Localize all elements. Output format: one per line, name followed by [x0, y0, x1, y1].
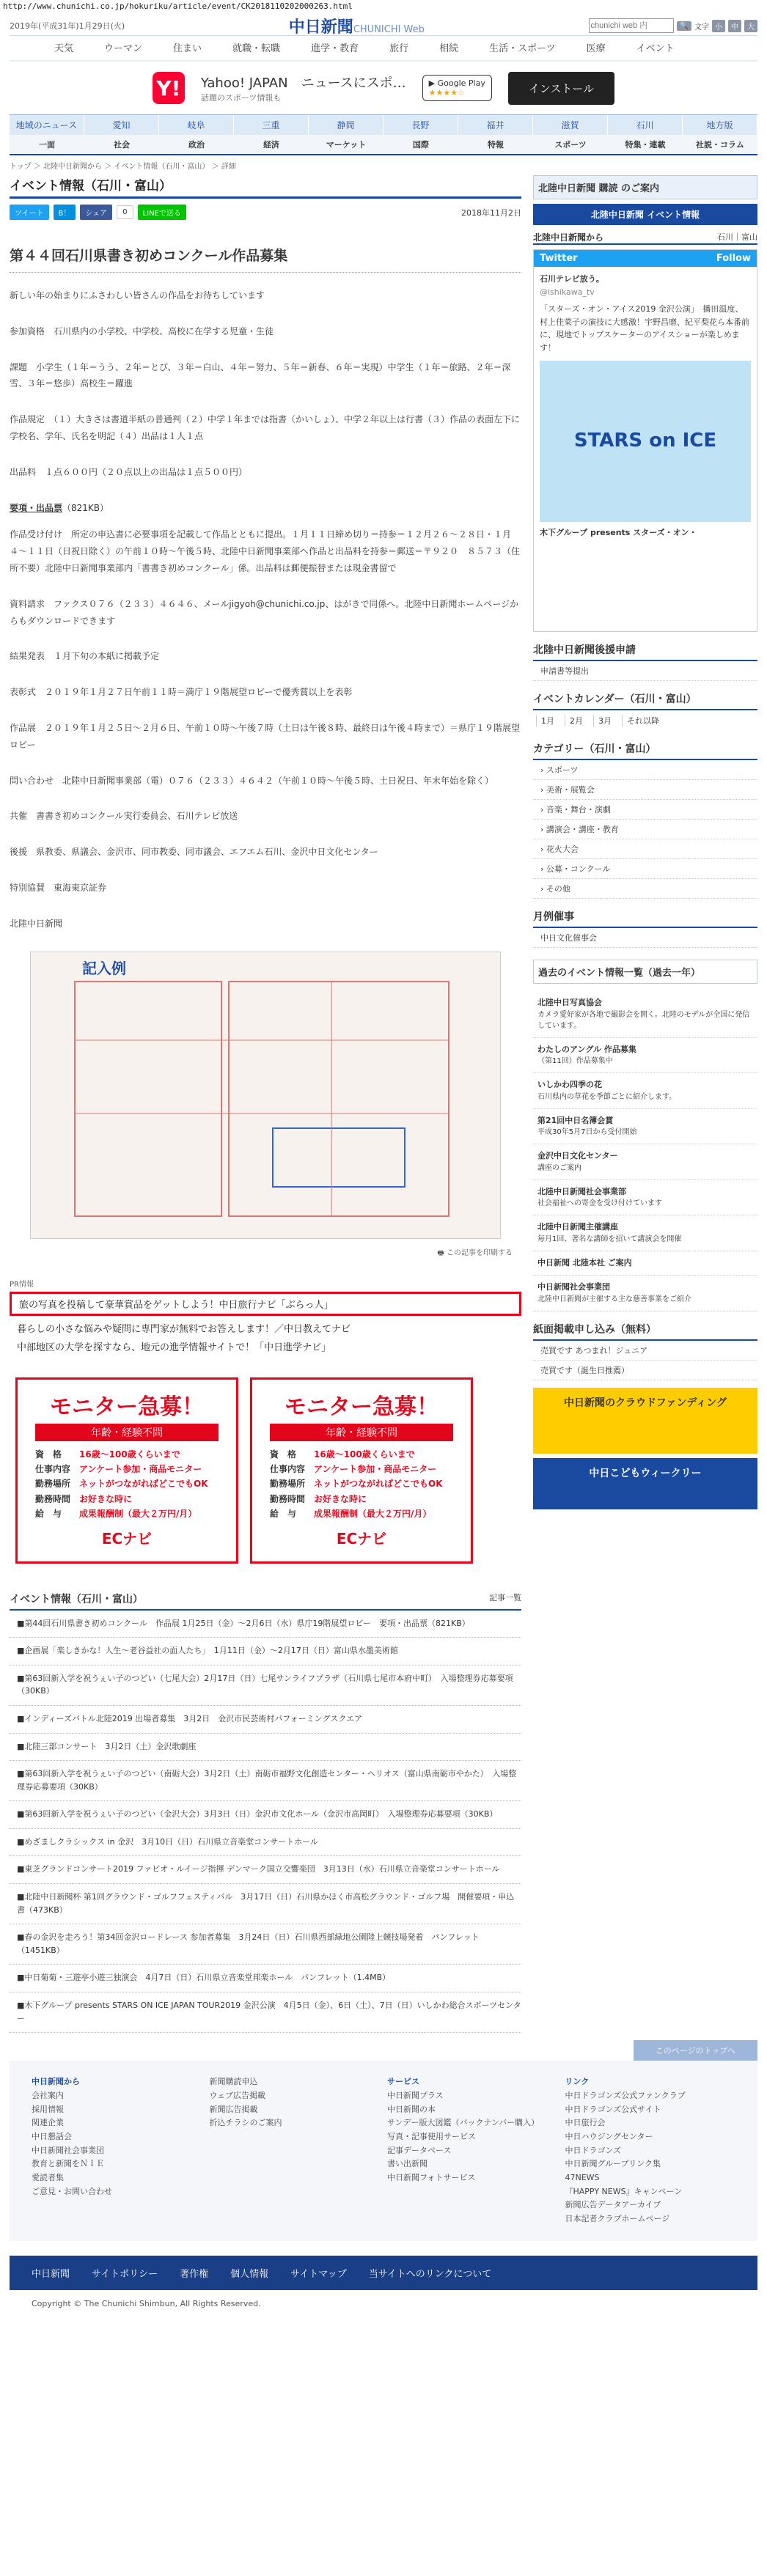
event-item[interactable]: ■第63回新入学を祝うぇい子のつどい（金沢大会）3月3日（日）金沢市文化ホール（金沢市高岡町） 入場整理券応募要項（30KB）: [10, 1801, 521, 1829]
category-nav-item[interactable]: 一面: [39, 140, 55, 150]
body-para: 作品受け付け 所定の申込書に必要事項を記載して作品とともに提出。１月１１日締め切り＝持参＝１２月２６〜２８日・１月４〜１１日（日祝日除く）の午前１０時〜午後５時、北陸中日新聞事業部へ作品と出品料を持参＝郵送＝〒９２０ ８５７３（住所不要）北陸中日新聞事業部内「書書き初めコンクール」係。出品料は郵便振替または現金書留で: [10, 529, 521, 573]
article-date: 2018年11月2日: [461, 207, 521, 218]
footer-link[interactable]: 新聞購読申込: [209, 2077, 258, 2087]
footer-link[interactable]: サンデー版大図鑑（バックナンバー購入）: [387, 2118, 540, 2128]
nav-item[interactable]: 進学・教育: [311, 43, 359, 54]
footer-link[interactable]: 愛読者集: [32, 2173, 64, 2183]
footer-link[interactable]: 中日新聞フォトサービス: [387, 2173, 476, 2183]
print-link-label: この記事を印刷する: [447, 1248, 513, 1257]
monitor-title: モニター急募！: [50, 1394, 204, 1420]
footer-link[interactable]: 中日ドラゴンズ公式サイト: [565, 2104, 661, 2114]
monitor-key: 資 格: [270, 1449, 297, 1460]
body-para: 課題 小学生（１年＝うう、２年＝とび、３年＝白山、４年＝努力、５年＝新春、６年＝実現）中学生（１年＝旅路、２年＝深雪、３年＝悠歩）高校生＝躍進: [10, 361, 511, 389]
monitor-row: [35, 1476, 219, 1491]
monitor-value: お好きな時に: [314, 1493, 367, 1504]
region-nav: [10, 114, 757, 135]
category-link[interactable]: › 音楽・舞台・演劇: [533, 800, 757, 820]
ecnavi-logo: ECナビ: [101, 1530, 153, 1548]
pr-item[interactable]: 中部地区の大学を探すなら、地元の進学情報サイトで！「中日進学ナビ」: [17, 1342, 331, 1353]
print-link[interactable]: 🖶 この記事を印刷する: [437, 1248, 513, 1257]
transfer-form-drawing: [31, 952, 500, 1238]
monitor-ad[interactable]: [250, 1377, 473, 1564]
news-desc: 平成30年5月7日から受付開始: [537, 1128, 637, 1136]
news-item[interactable]: [533, 1215, 757, 1251]
event-item[interactable]: ■めざましクラシックス in 金沢 3月10日（日）石川県立音楽堂コンサートホール: [10, 1829, 521, 1857]
logo-text: 中日新聞: [288, 17, 353, 37]
news-title: 中日新聞社会事業団: [537, 1282, 610, 1292]
service-nav: [10, 36, 757, 62]
install-button[interactable]: インストール: [508, 72, 614, 105]
tab-ishikawa[interactable]: 石川: [717, 232, 733, 242]
news-desc: （第11回）作品募集中: [537, 1057, 613, 1065]
footer-link[interactable]: 新聞広告掲載: [209, 2104, 258, 2114]
footer-link[interactable]: 中日ドラゴンズ公式ファンクラブ: [565, 2090, 686, 2100]
event-item[interactable]: ■企画展「楽しきかな！人生〜老谷益社の面人たち」 1月11日（金）〜2月17日（日）富山県水墨美術館: [10, 1638, 521, 1666]
category-nav-item[interactable]: 経済: [263, 140, 279, 150]
month-link[interactable]: それ以降: [622, 715, 664, 726]
news-item[interactable]: [533, 1180, 757, 1216]
rating-stars-icon: ★★★★☆: [428, 88, 465, 97]
monitor-value: 16歳〜100歳くらいまで: [314, 1449, 415, 1460]
body-para: 作品展 ２０１９年１月２５日〜２月６日、午前１０時〜午後７時（土日は午後８時、最終日は午後４時まで）＝県庁１９階展望ロビー: [10, 722, 521, 750]
nav-item[interactable]: 住まい: [173, 43, 202, 54]
news-title: いしかわ四季の花: [537, 1080, 602, 1089]
font-medium-button[interactable]: 中: [728, 20, 741, 32]
monitor-key: 仕事内容: [270, 1463, 306, 1474]
event-list-more-link[interactable]: 記事一覧: [489, 1592, 521, 1602]
event-item[interactable]: ■第44回石川県書き初めコンクール 作品展 1月25日（金）〜2月6日（水）県庁19階展望ロビー 要項・出品票（821KB）: [10, 1611, 521, 1638]
google-play-badge[interactable]: ▶ Google Play ★★★★☆: [422, 75, 492, 101]
footer-col: [387, 2075, 558, 2226]
footer-link[interactable]: 中日旅行会: [565, 2118, 606, 2128]
news-item[interactable]: [533, 1038, 757, 1074]
region-nav-item[interactable]: 石川: [608, 115, 683, 135]
from-header: 北陸中日新聞から 石川｜富山: [533, 231, 757, 245]
monitor-value: 成果報酬制（最大２万円/月）: [79, 1509, 197, 1520]
monitor-row: [270, 1506, 453, 1521]
footer-col: [32, 2075, 202, 2226]
category-link[interactable]: › 公募・コンクール: [533, 859, 757, 879]
tweet-image[interactable]: STARS on ICE: [540, 361, 751, 522]
font-small-button[interactable]: 小: [712, 20, 725, 32]
monitor-age: 年齢・経験不問: [270, 1424, 453, 1441]
footer-link[interactable]: 折込チラシのご案内: [209, 2118, 282, 2128]
monitor-row: [35, 1447, 219, 1462]
category-link[interactable]: › スポーツ: [533, 760, 757, 780]
news-desc: 毎月1回、著名な講師を招いて講演会を開催: [537, 1234, 682, 1243]
region-nav-item[interactable]: 三重: [234, 115, 309, 135]
ecnavi-logo: ECナビ: [336, 1530, 387, 1548]
search-icon[interactable]: 🔍: [677, 21, 691, 31]
breadcrumb[interactable]: トップ ＞ 北陸中日新聞から ＞ イベント情報（石川・富山） ＞ 詳細: [10, 163, 236, 171]
yahoo-logo-icon: Y!: [153, 72, 185, 104]
event-item[interactable]: ■中日菊菊・三遊亭小遊三独演会 4月7日（日）石川県立音楽堂邦楽ホール パンフレット（1.4MB）: [10, 1965, 521, 1992]
footer-link[interactable]: 会社案内: [32, 2090, 64, 2100]
download-size: （821KB）: [62, 502, 109, 513]
footer-link[interactable]: 中日ハウジングセンター: [565, 2131, 653, 2141]
category-link[interactable]: › 花火大会: [533, 839, 757, 859]
news-desc: 社会福祉への寄金を受け付けています: [537, 1199, 662, 1207]
news-item[interactable]: [533, 991, 757, 1038]
tweet-button[interactable]: ツイート: [10, 205, 49, 220]
article-body: [10, 287, 521, 932]
nav-item[interactable]: ウーマン: [104, 43, 143, 54]
monitor-key: 勤務場所: [35, 1479, 71, 1490]
footer-bar-link[interactable]: 中日新聞: [32, 2268, 70, 2280]
category-nav-item[interactable]: 社説・コラム: [696, 140, 744, 150]
monitor-key: 給 与: [35, 1509, 62, 1520]
category-nav-item[interactable]: 特報: [488, 140, 504, 150]
monitor-row: [35, 1506, 219, 1521]
monitor-key: 給 与: [270, 1509, 297, 1520]
subscribe-link[interactable]: 北陸中日新聞 購読 のご案内: [533, 175, 757, 199]
monthly-link[interactable]: 中日文化催事会: [533, 928, 757, 948]
category-link[interactable]: › その他: [533, 879, 757, 899]
news-desc: 講座のご案内: [537, 1163, 581, 1172]
footer-link[interactable]: ウェブ広告掲載: [209, 2090, 266, 2100]
footer-link[interactable]: 中日新聞の本: [387, 2104, 436, 2114]
footer-link[interactable]: 中日新聞プラス: [387, 2090, 444, 2100]
event-item[interactable]: ■東芝グランドコンサート2019 ファビオ・ルイージ指揮 デンマーク国立交響楽団 3月13日（水）石川県立音楽堂コンサートホール: [10, 1856, 521, 1884]
news-item[interactable]: [533, 1251, 757, 1276]
share-bar: [10, 205, 186, 220]
paper-link[interactable]: 売買です あつまれ！ジュニア: [533, 1341, 757, 1361]
category-link[interactable]: › 美術・展覧会: [533, 780, 757, 800]
footer-link[interactable]: 中日ドラゴンズ: [565, 2145, 622, 2155]
body-para: 結果発表 １月下旬の本紙に掲載予定: [10, 651, 160, 662]
monitor-title: モニター急募！: [285, 1394, 438, 1420]
region-nav-item[interactable]: 滋賀: [533, 115, 608, 135]
main-column: [10, 175, 521, 2033]
store-label: Google Play: [437, 78, 485, 88]
monitor-row: [35, 1492, 219, 1506]
category-nav-item[interactable]: 政治: [188, 140, 205, 150]
body-para: 表彰式 ２０１９年１月２７日午前１１時＝満庁１９階展望ロビーで優秀賞以上を表彰: [10, 687, 353, 698]
news-title: 北陸中日写真協会: [537, 998, 602, 1007]
event-item[interactable]: ■木下グループ presents STARS ON ICE JAPAN TOUR2019 金沢公演 4月5日（金）、6日（土）、7日（日）いしかわ総合スポーツセンター: [10, 1992, 521, 2033]
paper-title: 紙面掲載申し込み（無料）: [533, 1319, 757, 1341]
region-nav-item[interactable]: 静岡: [309, 115, 384, 135]
twitter-label: Twitter: [540, 253, 578, 264]
monitor-row: [270, 1476, 453, 1491]
monitor-value: アンケート参加・商品モニター: [79, 1463, 202, 1474]
monitor-age: 年齢・経験不問: [35, 1424, 219, 1441]
font-large-button[interactable]: 大: [744, 20, 757, 32]
body-para: 共催 書書き初めコンクール実行委員会、石川テレビ放送: [10, 811, 238, 822]
footer-col: [210, 2075, 381, 2226]
calendar-title: イベントカレンダー（石川・富山）: [533, 688, 757, 710]
article-title: 第４４回石川県書き初めコンクール作品募集: [10, 233, 521, 273]
footer-link[interactable]: 採用情報: [32, 2104, 64, 2114]
month-links: [533, 710, 757, 731]
footer-link[interactable]: 中日懇話会: [32, 2131, 72, 2141]
news-item[interactable]: [533, 1109, 757, 1145]
event-item[interactable]: ■北陸中日新聞杯 第1回グラウンド・ゴルフフェスティバル 3月17日（日）石川県かほく市高松グラウンド・ゴルフ場 開催要項・申込書（473KB）: [10, 1884, 521, 1924]
footer-link[interactable]: 教育と新聞をＮＩＥ: [32, 2159, 104, 2169]
nav-item[interactable]: 医療: [586, 43, 606, 54]
app-ad[interactable]: [10, 62, 757, 114]
footer-link[interactable]: 新聞広告データアーカイブ: [565, 2200, 661, 2210]
monitor-ads: [15, 1377, 521, 1564]
region-nav-item[interactable]: 岐阜: [159, 115, 234, 135]
event-list-header: [10, 1591, 521, 1611]
logo-sub: CHUNICHI Web: [353, 23, 425, 35]
event-item[interactable]: ■春の金沢を走ろう！第34回金沢ロードレース 参加者募集 3月24日（日）石川県西部緑地公園陸上競技場発着 パンフレット（1451KB）: [10, 1924, 521, 1965]
news-item[interactable]: [533, 1144, 757, 1180]
news-list: [533, 991, 757, 1311]
follow-button[interactable]: Follow: [716, 253, 751, 264]
event-list-title: イベント情報（石川・富山）: [10, 1593, 143, 1605]
month-link[interactable]: 2月: [565, 715, 587, 726]
pr-label: PR情報: [10, 1280, 34, 1289]
monitor-value: ネットがつながればどこでもOK: [314, 1479, 443, 1490]
url-bar[interactable]: http://www.chunichi.co.jp/hokuriku/article/event/CK2018110202000263.html: [3, 1, 353, 11]
form-title: 記入例: [82, 959, 126, 977]
share-count: 0: [117, 205, 133, 219]
news-item[interactable]: [533, 1073, 757, 1109]
monitor-key: 勤務時間: [35, 1493, 71, 1504]
event-list: [10, 1611, 521, 2034]
body-para: 北陸中日新聞: [10, 918, 63, 929]
footer-link[interactable]: 日本記者クラブホームページ: [565, 2214, 670, 2224]
news-desc: 石川県内の草花を季節ごとに紹介します。: [537, 1092, 677, 1101]
footer-link[interactable]: 47NEWS: [565, 2173, 600, 2183]
line-button[interactable]: LINEで送る: [138, 205, 186, 220]
news-item[interactable]: [533, 1276, 757, 1311]
body-para: 新しい年の始まりにふさわしい皆さんの作品をお待ちしています: [10, 290, 265, 301]
news-title: 第21回中日名簿会賞: [537, 1115, 614, 1125]
footer-link[interactable]: 書い出新聞: [387, 2159, 427, 2169]
footer-heading: サービス: [387, 2077, 419, 2087]
monitor-value: 16歳〜100歳くらいまで: [79, 1449, 180, 1460]
event-banner[interactable]: 北陸中日新聞 イベント情報: [533, 204, 757, 225]
from-title: 北陸中日新聞から: [533, 232, 604, 243]
body-para: 資料請求 ファクス０７６（２３３）４６４６、メールjigyoh@chunichi.co.jp、はがきで同係へ。北陸中日新聞ホームページからもダウンロードできます: [10, 598, 519, 626]
footer-link[interactable]: 『HAPPY NEWS』キャンペーン: [565, 2186, 683, 2196]
copyright: Copyright © The Chunichi Shimbun, All Rights Reserved.: [32, 2298, 261, 2308]
nav-item[interactable]: 生活・スポーツ: [489, 43, 556, 54]
footer-bar-link[interactable]: 著作権: [180, 2268, 209, 2280]
monitor-details: [270, 1447, 453, 1522]
ad-title: Yahoo! JAPAN ニュースにスポ…: [200, 76, 406, 91]
category-title: カテゴリー（石川・富山）: [533, 738, 757, 760]
footer-bar-link[interactable]: サイトマップ: [290, 2268, 347, 2280]
category-nav-item[interactable]: 国際: [413, 140, 429, 150]
tab-toyama[interactable]: 富山: [741, 232, 757, 242]
monitor-key: 仕事内容: [35, 1463, 71, 1474]
category-nav-item[interactable]: 社会: [114, 140, 130, 150]
footer-links: [10, 2061, 757, 2241]
kids-weekly-banner[interactable]: 中日こどもウィークリー: [533, 1458, 757, 1509]
body-para: 作品規定 （１）大きさは書道半紙の普通判（２）中学１年までは指書（かいしょ）、中学２年以上は行書（３）作品の表面左下に学校名、学年、氏名を明記（４）出品は１人１点: [10, 414, 521, 441]
monthly-title: 月例催事: [533, 906, 757, 928]
footer-link[interactable]: 中日新聞社会事業団: [32, 2145, 104, 2155]
category-nav-item[interactable]: スポーツ: [554, 140, 587, 150]
search-input[interactable]: [589, 18, 674, 33]
monitor-ad[interactable]: [15, 1377, 238, 1564]
ad-sub: 話題のスポーツ情報も: [200, 93, 282, 103]
month-link[interactable]: 3月: [593, 715, 616, 726]
kouen-title: 北陸中日新聞後援申請: [533, 639, 757, 661]
monitor-value: ネットがつながればどこでもOK: [79, 1479, 208, 1490]
news-title: 北陸中日新聞社会事業部: [537, 1186, 626, 1196]
download-label: 要項・出品票: [10, 502, 63, 513]
past-events-link[interactable]: 過去のイベント情報一覧（過去一年）: [533, 960, 757, 984]
footer-link[interactable]: ご意見・お問い合わせ: [32, 2186, 112, 2196]
facebook-share-button[interactable]: シェア: [80, 205, 112, 220]
region-nav-item[interactable]: 長野: [384, 115, 458, 135]
tweet-author[interactable]: 石川テレビ放う。: [540, 274, 604, 284]
body-para: 問い合わせ 北陸中日新聞事業部（電）０７６（２３３）４６４２（午前１０時〜午後５時、土日祝日、年末年始を除く）: [10, 775, 494, 786]
monitor-key: 勤務場所: [270, 1479, 306, 1490]
paper-link[interactable]: 売買です（誕生日推薦）: [533, 1361, 757, 1380]
category-list: [533, 760, 757, 899]
tweet-text: 「スターズ・オン・アイス2019 金沢公演」 播田温度、村上佳菜子の演技に大感激！宇野昌磨、紀平梨花ら本番前に、現地でトップスケーターのアイスショーが楽しめます！: [540, 304, 749, 353]
event-item[interactable]: ■第63回新入学を祝うぇい子のつどい（七尾大会）2月17日（日）七尾サンライフプラザ（石川県七尾市本府中町） 入場整理券応募要項（30KB）: [10, 1666, 521, 1706]
tweet-caption[interactable]: 木下グループ presents スターズ・オン・: [540, 527, 697, 537]
crowdfunding-banner[interactable]: 中日新聞のクラウドファンディング: [533, 1388, 757, 1454]
news-desc: 北陸中日新聞が主催する主な慈善事業をご紹介: [537, 1295, 691, 1303]
nav-item[interactable]: イベント: [636, 43, 675, 54]
event-item[interactable]: ■第63回新入学を祝うぇい子のつどい（南砺大会）3月2日（土）南砺市福野文化創造センター・ヘリオス（富山県南砺市やかた） 入場整理券応募要項（30KB）: [10, 1761, 521, 1801]
footer-bar-link[interactable]: 個人情報: [230, 2268, 269, 2280]
footer-link[interactable]: 中日新聞グループリンク集: [565, 2159, 661, 2169]
twitter-widget: [533, 249, 757, 632]
category-nav-item[interactable]: 特集・連載: [625, 140, 666, 150]
body-para: 参加資格 石川県内の小学校、中学校、高校に在学する児童・生徒: [10, 325, 274, 336]
category-nav: [10, 135, 757, 155]
monitor-row: [35, 1462, 219, 1476]
site-logo[interactable]: [289, 15, 425, 37]
section-title: イベント情報（石川・富山）: [10, 175, 521, 199]
news-title: 北陸中日新聞主催講座: [537, 1222, 618, 1232]
footer-link[interactable]: 記事データベース: [387, 2145, 452, 2155]
form-example-image: [30, 952, 501, 1239]
footer-link[interactable]: 関連企業: [32, 2118, 64, 2128]
footer-bar-link[interactable]: サイトポリシー: [92, 2268, 158, 2280]
pr-item-highlighted[interactable]: 旅の写真を投稿して豪華賞品をゲットしよう！中日旅行ナビ「ぶらっ人」: [10, 1292, 521, 1316]
category-link[interactable]: › 講演会・講座・教育: [533, 820, 757, 839]
footer-bar: [10, 2256, 757, 2290]
kouen-link[interactable]: 申請書等提出: [533, 661, 757, 681]
font-size-label: 文字: [694, 23, 709, 32]
monitor-value: お好きな時に: [79, 1493, 133, 1504]
region-nav-item[interactable]: 地域のニュース: [10, 115, 84, 135]
monitor-row: [270, 1447, 453, 1462]
footer-bar-link[interactable]: 当サイトへのリンクについて: [368, 2268, 492, 2280]
footer-heading: 中日新聞から: [32, 2077, 80, 2087]
monitor-value: 成果報酬制（最大２万円/月）: [314, 1509, 432, 1520]
event-item[interactable]: ■インディーズバトル北陸2019 出場者募集 3月2日 金沢市民芸術村パフォーミングスクエア: [10, 1706, 521, 1734]
sidebar: [533, 175, 757, 2033]
top-bar: [10, 16, 757, 36]
monitor-row: [270, 1462, 453, 1476]
month-link[interactable]: 1月: [536, 715, 559, 726]
news-desc: カメラ愛好家が各地で撮影会を開く。北陸のモデルが全国に発信しています。: [537, 1010, 750, 1030]
page-top-button[interactable]: このページのトップへ: [634, 2040, 757, 2061]
monitor-value: アンケート参加・商品モニター: [314, 1463, 437, 1474]
body-para: 出品料 １点６００円（２０点以上の出品は１点５００円）: [10, 466, 248, 477]
footer-link[interactable]: 写真・記事使用サービス: [387, 2131, 476, 2141]
nav-item[interactable]: 天気: [54, 43, 74, 54]
nav-item[interactable]: 就職・転職: [232, 43, 281, 54]
news-title: わたしのアングル 作品募集: [537, 1044, 636, 1054]
tweet-handle: @ishikawa_tv: [540, 287, 595, 297]
download-link[interactable]: [10, 500, 521, 517]
footer-heading: リンク: [565, 2077, 590, 2087]
monitor-key: 勤務時間: [270, 1493, 306, 1504]
news-title: 中日新聞 北陸本社 ご案内: [537, 1257, 632, 1267]
monitor-key: 資 格: [35, 1449, 62, 1460]
nav-item[interactable]: 相続: [439, 43, 459, 54]
nav-item[interactable]: 旅行: [389, 43, 409, 54]
monitor-details: [35, 1447, 219, 1522]
date-label: 2019年(平成31年)1月29日(火): [10, 21, 125, 31]
pr-item[interactable]: 暮らしの小さな悩みや疑問に専門家が無料でお答えします！／中日教えてナビ: [17, 1323, 351, 1335]
category-nav-item[interactable]: マーケット: [326, 140, 367, 150]
region-nav-item[interactable]: 福井: [458, 115, 533, 135]
footer-col: [565, 2075, 736, 2226]
search-area: [589, 18, 757, 33]
news-title: 金沢中日文化センター: [537, 1151, 618, 1160]
monitor-row: [270, 1492, 453, 1506]
body-para: 後援 県教委、県議会、金沢市、同市教委、同市議会、エフエム石川、金沢中日文化センター: [10, 847, 378, 858]
body-para: 特別協賛 東海東京証券: [10, 882, 107, 893]
region-nav-item[interactable]: 地方版: [683, 115, 757, 135]
event-item[interactable]: ■北陸三部コンサート 3月2日（土）金沢歌劇座: [10, 1734, 521, 1762]
hatena-button[interactable]: B！: [54, 205, 76, 220]
region-nav-item[interactable]: 愛知: [84, 115, 159, 135]
